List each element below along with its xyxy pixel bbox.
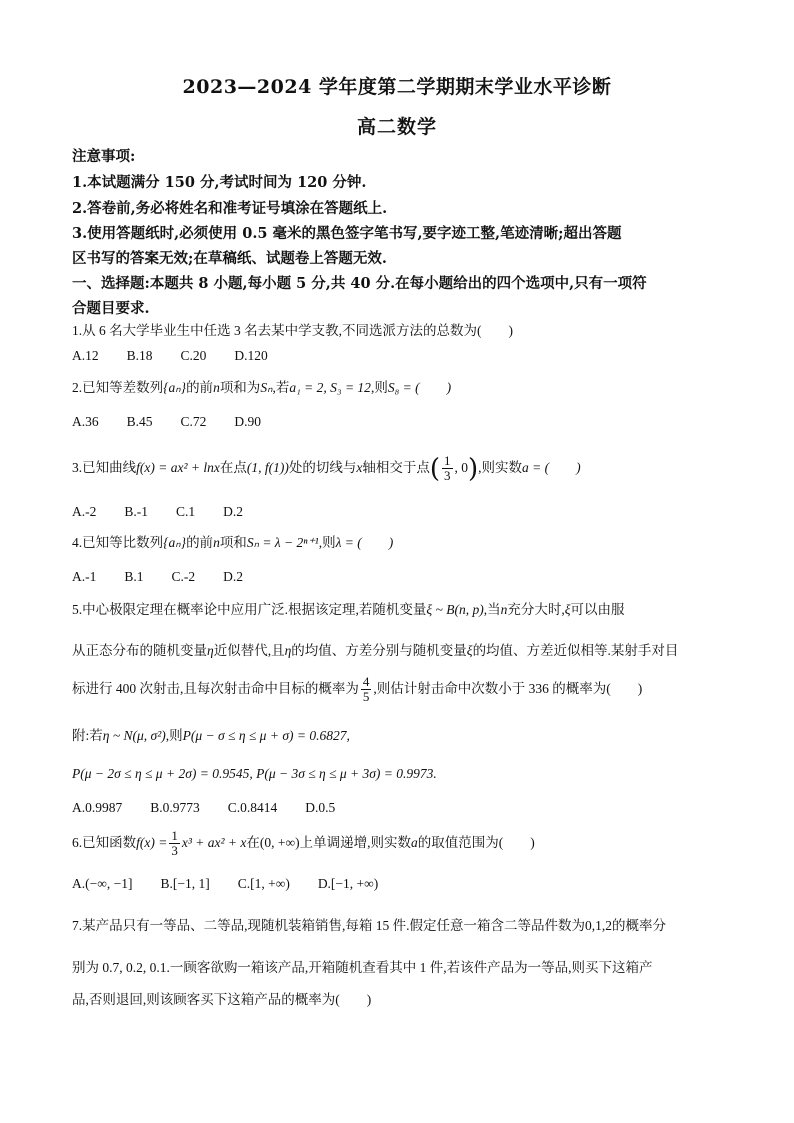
q5-text-3a: 标进行 400 次射击,且每次射击命中目标的概率为 (72, 681, 359, 696)
q5-frac-den: 5 (362, 689, 370, 705)
question-7-line1 (72, 916, 722, 936)
q3-point: (1, f(1)) (246, 460, 289, 475)
q3-option-a: A.-2 (72, 504, 97, 519)
question-5-line1 (72, 600, 722, 620)
q5-text-2d: 的均值、方差近似相等.某射手对目 (472, 643, 679, 658)
q2-condition: a₁ = 2, S₃ = 12 (289, 380, 371, 395)
q6-frac-num: 1 (171, 828, 178, 844)
question-5-line2 (72, 641, 722, 661)
question-7-line2: 别为 0.7, 0.2, 0.1.一顾客欲购一箱该产品,开箱随机查看其中 1 件,若该件产品为一等品,则买下这箱产 (72, 960, 653, 975)
q5-text-4b: ,则 (165, 728, 183, 743)
q5-text-1c: 充分大时, (507, 602, 565, 617)
question-3-stem (72, 452, 722, 485)
q3-point2: , 0 (454, 460, 469, 475)
q2-s8: S₈ = ( ) (387, 380, 452, 395)
q3-text-d: 轴相交于点 (362, 460, 430, 475)
q5-option-c: C.0.8414 (227, 800, 278, 815)
section-heading-line1: 一、选择题:本题共 8 小题,每小题 5 分,共 40 分.在每小题给出的四个选项中,只有一项符 (72, 275, 647, 292)
question-2-options (72, 412, 722, 432)
q4-lambda: λ = ( ) (335, 535, 394, 550)
q5-option-a: A.0.9987 (72, 800, 123, 815)
q5-text-2b: 近似替代,且 (213, 643, 285, 658)
q4-n: n (213, 535, 220, 550)
q6-a: a (411, 835, 418, 850)
question-1-stem: 1.从 6 名大学毕业生中任选 3 名去某中学支教,不同选派方法的总数为( ) (72, 323, 513, 338)
q5-text-1a: 5.中心极限定理在概率论中应用广泛.根据该定理,若随机变量 (72, 602, 427, 617)
q5-text-2a: 从正态分布的随机变量 (72, 643, 207, 658)
question-5-line5: P(μ − 2σ ≤ η ≤ μ + 2σ) = 0.9545, P(μ − 3σ ≤ η ≤ μ + 3σ) = 0.9973. (72, 766, 437, 781)
question-4-stem (72, 533, 722, 553)
q6-option-d: D.[−1, +∞) (317, 876, 379, 891)
q5-text-2c: 的均值、方差分别与随机变量 (291, 643, 467, 658)
q4-option-c: C.-2 (171, 569, 196, 584)
document-subtitle: 高二数学 (356, 116, 437, 138)
q5-binomial: ξ ~ B(n, p) (426, 602, 484, 617)
q2-text-c: 项和为 (219, 380, 261, 395)
notice-item-3: 3.使用答题纸时,必须使用 0.5 毫米的黑色签字笔书写,要字迹工整,笔迹清晰;超出答题 (72, 225, 622, 242)
q5-text-1d: 可以由服 (570, 602, 625, 617)
notice-item-1: 1.本试题满分 150 分,考试时间为 120 分钟. (72, 174, 367, 191)
q2-option-b: B.45 (126, 414, 153, 429)
q2-sn: Sₙ (260, 380, 273, 395)
question-2-stem (72, 378, 722, 398)
question-5-line3 (72, 672, 722, 706)
q6-option-a: A.(−∞, −1] (72, 876, 133, 891)
q4-sn: Sₙ = λ − 2ⁿ⁺¹ (246, 535, 319, 550)
q2-text-d: ,若 (272, 380, 290, 395)
q6-text-c: 上单调递增,则实数 (299, 835, 411, 850)
q4-text-b: 的前 (186, 535, 214, 550)
q1-option-d: D.120 (234, 348, 268, 363)
q3-option-c: C.1 (176, 504, 196, 519)
q5-eta2: η (284, 643, 292, 658)
q6-frac-den: 3 (171, 843, 178, 859)
q3-a-var: a = ( ) (522, 460, 581, 475)
q5-fraction (361, 675, 372, 704)
q3-option-b: B.-1 (124, 504, 148, 519)
q3-open-paren: ( (429, 453, 441, 484)
q2-text-b: 的前 (186, 380, 214, 395)
q5-prob1: P(μ − σ ≤ η ≤ μ + σ) = 0.6827, (182, 728, 350, 743)
q3-text-e: ,则实数 (478, 460, 523, 475)
q3-option-d: D.2 (223, 504, 244, 519)
q7-counts: 0,1,2 (585, 918, 612, 933)
question-6-stem (72, 826, 722, 860)
question-1-options (72, 346, 722, 366)
q5-n: n (500, 602, 508, 617)
q4-text-d: ,则 (318, 535, 336, 550)
q3-frac-num: 1 (444, 453, 451, 469)
q2-option-d: D.90 (234, 414, 262, 429)
q5-option-b: B.0.9773 (150, 800, 200, 815)
q6-text-b: 在 (246, 835, 260, 850)
q5-frac-num: 4 (362, 674, 370, 690)
question-3-options (72, 502, 722, 522)
q4-option-b: B.1 (124, 569, 144, 584)
q3-text-c: 处的切线与 (288, 460, 357, 475)
notice-item-3-cont: 区书写的答案无效;在草稿纸、试题卷上答题无效. (72, 250, 387, 267)
question-5-options (72, 798, 722, 818)
q5-xi2: ξ (466, 643, 473, 658)
q6-option-b: B.[−1, 1] (160, 876, 210, 891)
q7-text-1a: 7.某产品只有一等品、二等品,现随机装箱销售,每箱 15 件.假定任意一箱含二等品件数为 (72, 918, 585, 933)
q3-text-b: 在点 (219, 460, 247, 475)
q6-fx: f(x) = (136, 835, 168, 850)
q6-interval: (0, +∞) (259, 835, 300, 850)
q5-text-4a: 附:若 (72, 728, 103, 743)
q5-text-1b: ,当 (483, 602, 501, 617)
q3-fraction (442, 454, 453, 483)
q6-text-a: 6.已知函数 (72, 835, 137, 850)
q5-normal: η ~ N(μ, σ²) (102, 728, 166, 743)
q4-sequence: {aₙ} (163, 535, 187, 550)
q5-eta: η (207, 643, 214, 658)
q4-option-d: D.2 (223, 569, 244, 584)
q5-text-3b: ,则估计射击命中次数小于 336 的概率为( ) (373, 681, 643, 696)
q3-close-paren: ) (468, 453, 479, 484)
question-6-options (72, 874, 722, 894)
question-7-line3: 品,否则退回,则该顾客买下这箱产品的概率为( ) (72, 992, 372, 1007)
q3-function: f(x) = ax² + lnx (136, 460, 220, 475)
q3-x: x (356, 460, 363, 475)
question-4-options (72, 567, 722, 587)
document-title: 2023—2024 学年度第二学期期末学业水平诊断 (182, 76, 612, 98)
q6-option-c: C.[1, +∞) (237, 876, 290, 891)
q5-option-d: D.0.5 (305, 800, 336, 815)
question-5-line4 (72, 726, 722, 746)
q6-fraction (169, 829, 180, 858)
q5-xi: ξ (564, 602, 571, 617)
q2-text-a: 2.已知等差数列 (72, 380, 164, 395)
notice-heading: 注意事项: (72, 148, 136, 165)
q4-text-c: 项和 (219, 535, 247, 550)
q6-poly: x³ + ax² + x (181, 835, 247, 850)
q3-frac-den: 3 (444, 468, 451, 484)
q2-option-c: C.72 (180, 414, 207, 429)
q2-option-a: A.36 (72, 414, 99, 429)
notice-item-2: 2.答卷前,务必将姓名和准考证号填涂在答题纸上. (72, 200, 388, 217)
q1-option-a: A.12 (72, 348, 99, 363)
q2-sequence: {aₙ} (163, 380, 187, 395)
q2-n: n (213, 380, 220, 395)
q4-text-a: 4.已知等比数列 (72, 535, 164, 550)
q3-text-a: 3.已知曲线 (72, 460, 137, 475)
q1-option-c: C.20 (180, 348, 207, 363)
q1-option-b: B.18 (126, 348, 153, 363)
q6-text-d: 的取值范围为( ) (417, 835, 535, 850)
section-heading-line2: 合题目要求. (72, 300, 150, 317)
q7-text-1b: 的概率分 (612, 918, 666, 933)
q4-option-a: A.-1 (72, 569, 97, 584)
q2-text-e: ,则 (370, 380, 388, 395)
